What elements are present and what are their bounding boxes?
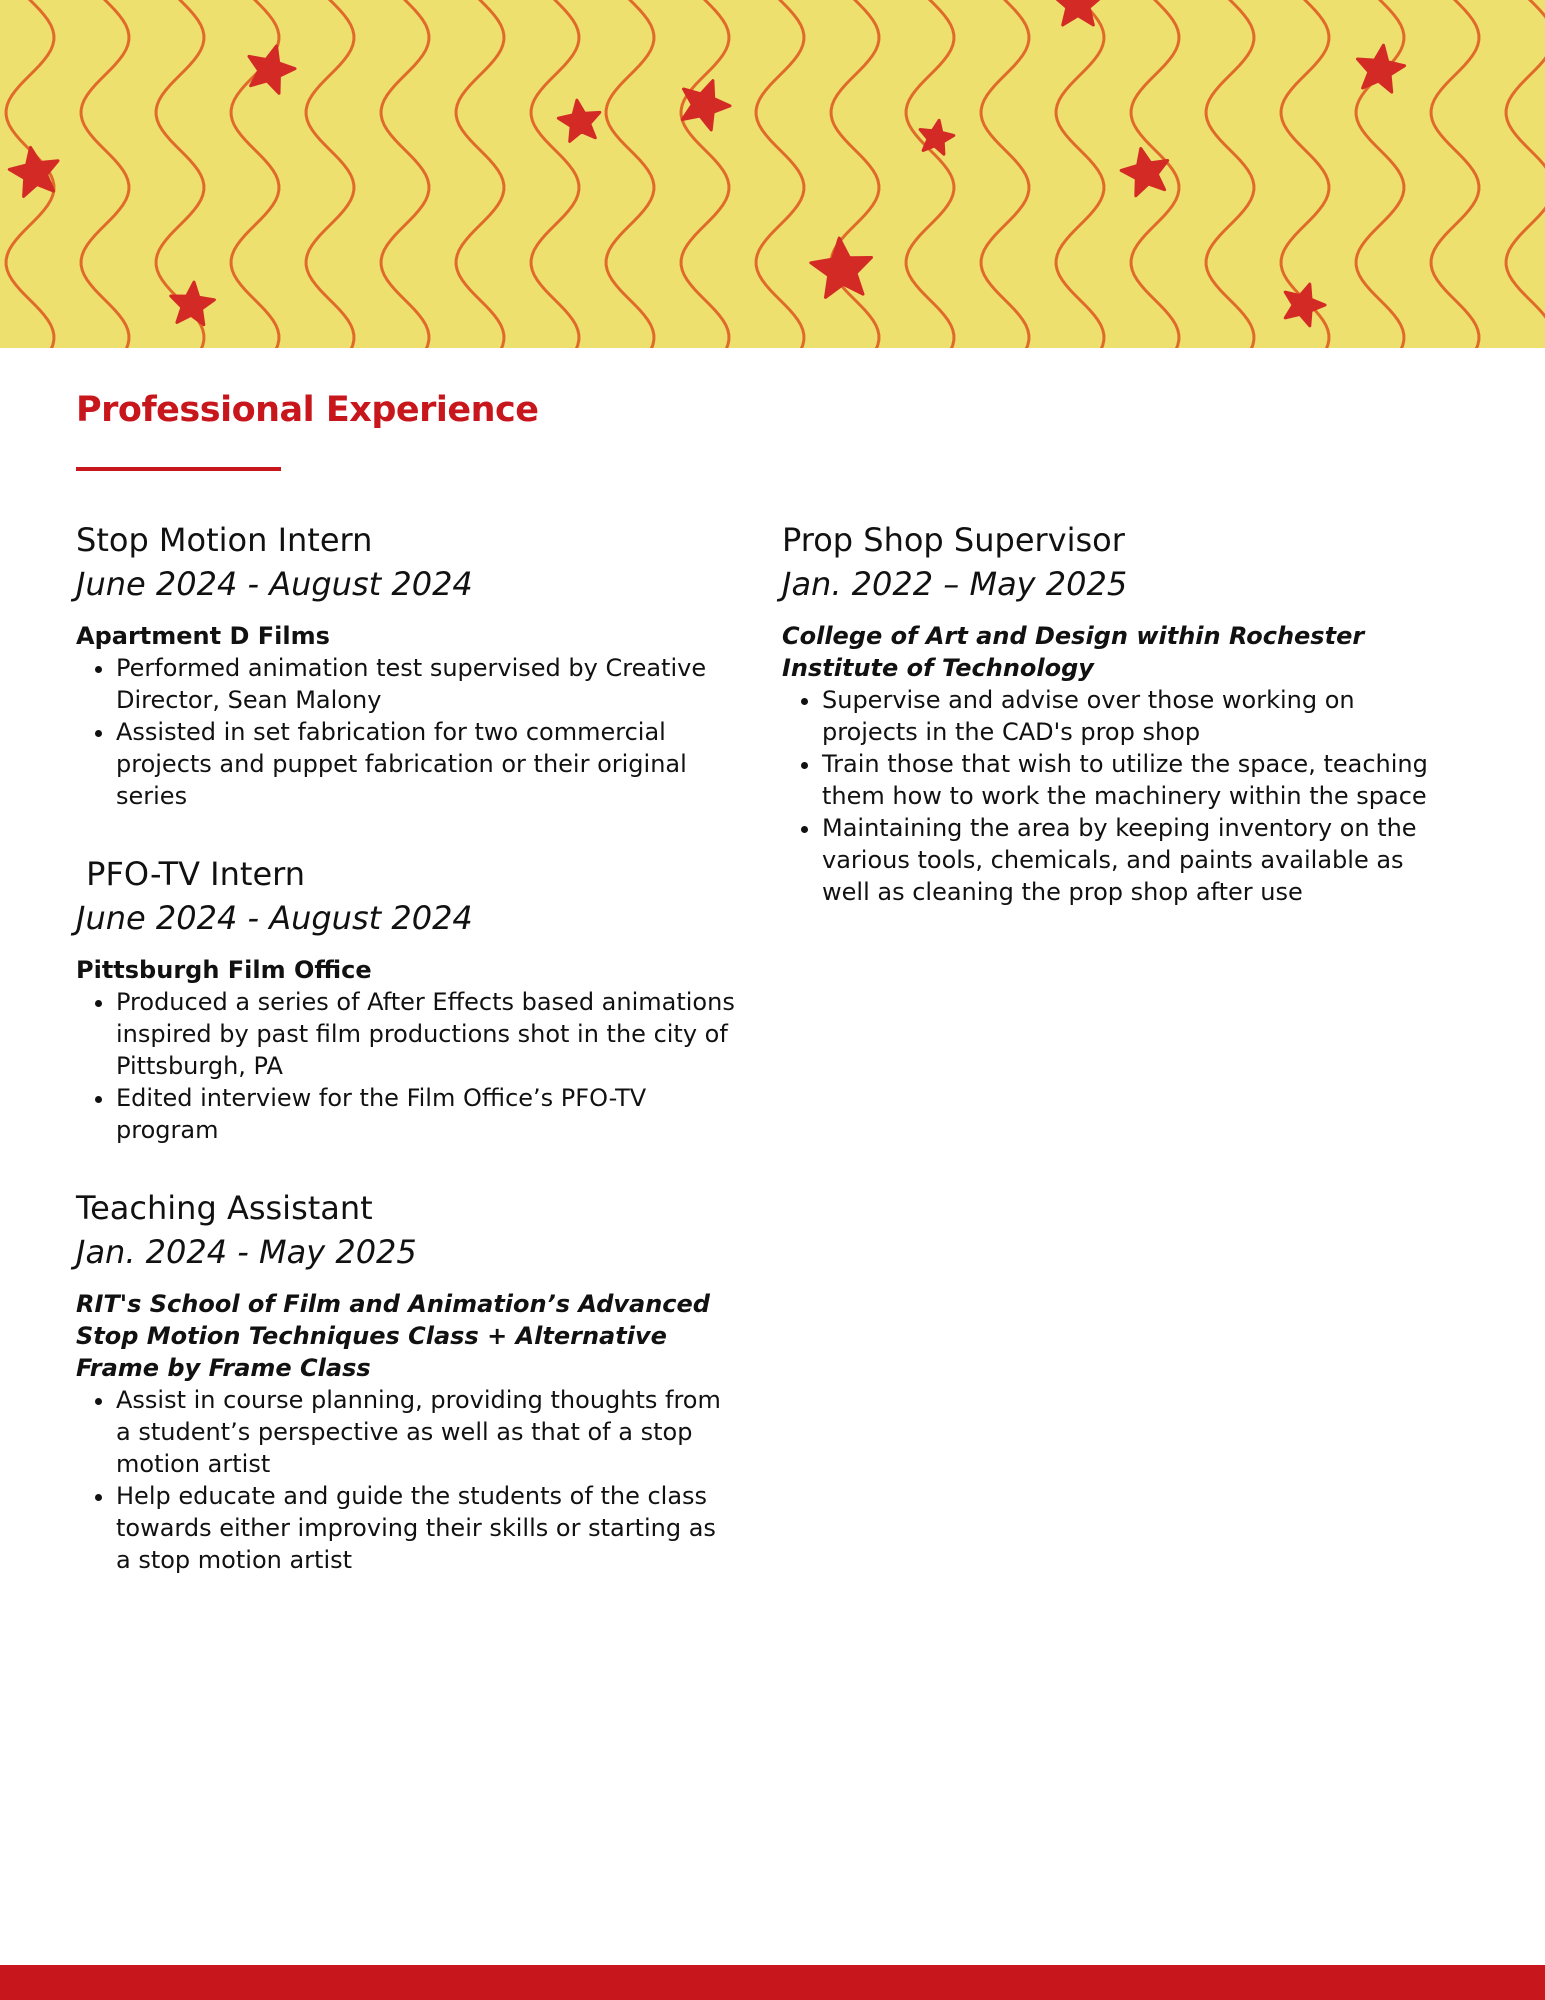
bullet-item: • Train those that wish to utilize the space, teaching them how to work the machinery within the space [822,748,1442,812]
right-column [782,518,1442,948]
banner-background [0,0,1545,348]
bullet-item: • Help educate and guide the students of the class towards either improving their skills or starting as a stop motion artist [116,1480,736,1576]
header-banner [0,0,1545,348]
job-entry [76,1186,736,1576]
job-bullets [76,986,736,1146]
wavy-star-pattern [0,0,1545,348]
section-title: Professional Experience [76,390,539,430]
bullet-item: • Edited interview for the Film Office’s PFO-TV program [116,1082,736,1146]
job-dates: Jan. 2024 - May 2025 [76,1233,417,1271]
job-title: PFO-TV Intern [76,855,305,893]
bullet-item: • Performed animation test supervised by Creative Director, Sean Malony [116,652,736,716]
bullet-item: • Maintaining the area by keeping inventory on the various tools, chemicals, and paints available as well as cleaning the prop shop after use [822,812,1442,908]
job-entry [76,518,736,812]
title-underline [76,467,281,471]
job-bullets [76,1384,736,1576]
job-entry [76,852,736,1146]
job-dates: June 2024 - August 2024 [76,565,473,603]
job-organization: Pittsburgh Film Office [76,956,372,984]
job-bullets [782,684,1442,908]
job-organization: RIT's School of Film and Animation’s Advanced Stop Motion Techniques Class + Alternative Frame by Frame Class [76,1290,710,1382]
job-title: Stop Motion Intern [76,521,373,559]
bullet-item: • Assist in course planning, providing thoughts from a student’s perspective as well as that of a stop motion artist [116,1384,736,1480]
job-dates: June 2024 - August 2024 [76,899,473,937]
bullet-item: • Assisted in set fabrication for two commercial projects and puppet fabrication or their original series [116,716,736,812]
job-dates: Jan. 2022 – May 2025 [782,565,1128,603]
job-organization: Apartment D Films [76,622,330,650]
job-bullets [76,652,736,812]
footer-bar [0,1965,1545,2000]
bullet-item: • Produced a series of After Effects based animations inspired by past film productions shot in the city of Pittsburgh, PA [116,986,736,1082]
bullet-item: • Supervise and advise over those working on projects in the CAD's prop shop [822,684,1442,748]
job-title: Teaching Assistant [76,1189,373,1227]
job-organization: College of Art and Design within Rochester Institute of Technology [782,622,1365,682]
left-column [76,518,736,1616]
job-entry [782,518,1442,908]
job-title: Prop Shop Supervisor [782,521,1125,559]
